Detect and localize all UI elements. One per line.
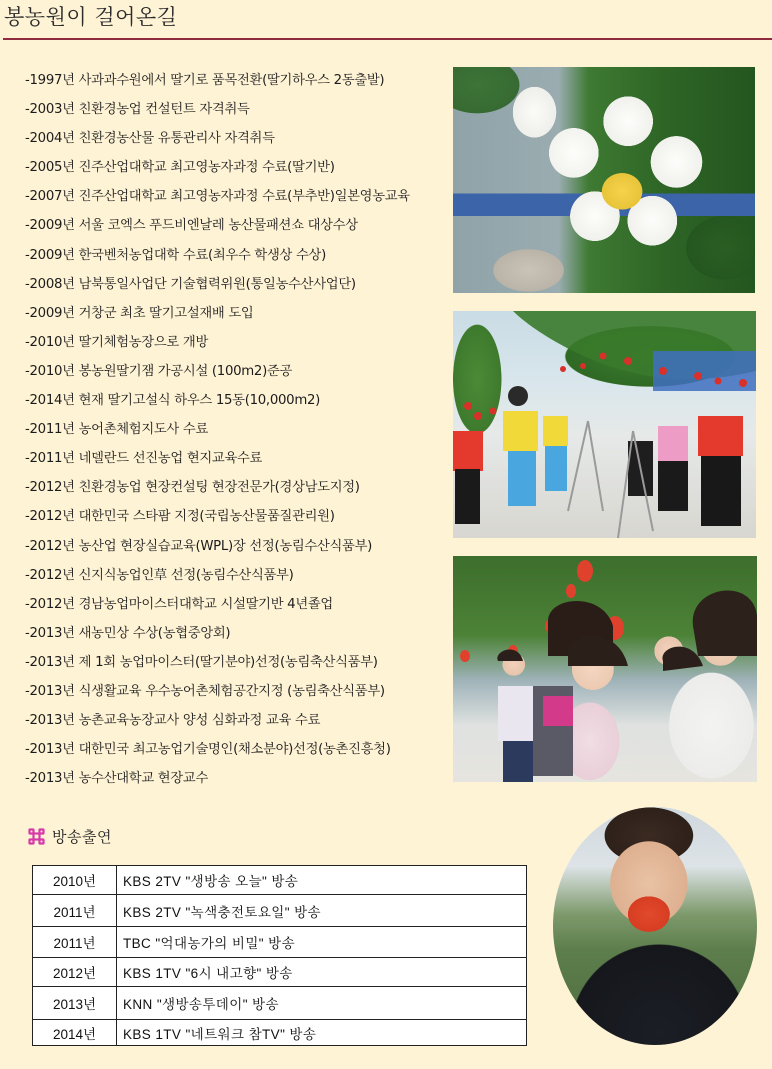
broadcast-desc: KBS 2TV "생방송 오늘" 방송 bbox=[117, 866, 527, 895]
history-item: -2009년 거창군 최초 딸기고설재배 도입 bbox=[25, 305, 254, 321]
history-item: -2012년 신지식농업인草 선정(농림수산식품부) bbox=[25, 567, 294, 583]
table-row bbox=[33, 1020, 527, 1046]
photo-children-strawberries bbox=[453, 556, 757, 782]
history-item: -2004년 친환경농산물 유통관리사 자격취득 bbox=[25, 131, 275, 147]
broadcast-year: 2010년 bbox=[33, 866, 117, 895]
broadcast-desc: KBS 1TV "6시 내고향" 방송 bbox=[117, 958, 527, 987]
history-item: -2012년 대한민국 스타팜 지정(국립농산물품질관리원) bbox=[25, 509, 335, 525]
broadcast-table bbox=[32, 865, 527, 1046]
history-item: -2013년 식생활교육 우수농어촌체험공간지정 (농림축산식품부) bbox=[25, 683, 385, 699]
history-item: -2003년 친환경농업 컨설턴트 자격취득 bbox=[25, 102, 250, 118]
children-scene bbox=[453, 556, 757, 782]
history-item: -2013년 새농민상 수상(농협중앙회) bbox=[25, 625, 231, 641]
history-list bbox=[25, 69, 450, 796]
history-item: -2013년 대한민국 최고농업기술명인(채소분야)선정(농촌진흥청) bbox=[25, 742, 391, 758]
photo-strawberry-flower bbox=[453, 67, 755, 293]
history-item: -2013년 농수산대학교 현장교수 bbox=[25, 771, 208, 787]
broadcast-year: 2011년 bbox=[33, 895, 117, 927]
history-item: -2012년 친환경농업 현장컨설팅 현장전문가(경상남도지정) bbox=[25, 480, 360, 496]
history-item: -2007년 진주산업대학교 최고영농자과정 수료(부추반)일본영농교육 bbox=[25, 189, 410, 205]
greenhouse-scene bbox=[453, 311, 756, 538]
broadcast-year: 2014년 bbox=[33, 1020, 117, 1046]
command-key-icon bbox=[28, 828, 45, 845]
history-item: -2012년 농산업 현장실습교육(WPL)장 선정(농림수산식품부) bbox=[25, 538, 373, 554]
broadcast-year: 2011년 bbox=[33, 927, 117, 958]
history-item: -2011년 네델란드 선진농업 현지교육수료 bbox=[25, 451, 263, 467]
photo-greenhouse-children bbox=[453, 311, 756, 538]
broadcast-desc: TBC "억대농가의 비밀" 방송 bbox=[117, 927, 527, 958]
table-row bbox=[33, 958, 527, 987]
photo-child-eating-strawberry bbox=[553, 807, 757, 1045]
broadcast-heading bbox=[28, 826, 112, 847]
history-item: -2009년 서울 코엑스 푸드비엔날레 농산물패션쇼 대상수상 bbox=[25, 218, 358, 234]
history-item: -2010년 봉농원딸기잼 가공시설 (100m2)준공 bbox=[25, 363, 293, 379]
history-item: -2013년 농촌교육농장교사 양성 심화과정 교육 수료 bbox=[25, 713, 321, 729]
broadcast-desc: KBS 2TV "녹색충전토요일" 방송 bbox=[117, 895, 527, 927]
table-row bbox=[33, 866, 527, 895]
title-divider bbox=[3, 38, 772, 40]
table-row bbox=[33, 927, 527, 958]
history-item: -2012년 경남농업마이스터대학교 시설딸기반 4년졸업 bbox=[25, 596, 333, 612]
history-item: -2014년 현재 딸기고설식 하우스 15동(10,000m2) bbox=[25, 393, 321, 409]
history-item: -2005년 진주산업대학교 최고영농자과정 수료(딸기반) bbox=[25, 160, 335, 176]
history-item: -2011년 농어촌체험지도사 수료 bbox=[25, 422, 208, 438]
history-item: -2010년 딸기체험농장으로 개방 bbox=[25, 334, 208, 350]
photo-foliage bbox=[453, 67, 755, 293]
table-row bbox=[33, 895, 527, 927]
history-item: -1997년 사과과수원에서 딸기로 품목전환(딸기하우스 2동출발) bbox=[25, 73, 385, 88]
broadcast-desc: KBS 1TV "네트워크 참TV" 방송 bbox=[117, 1020, 527, 1046]
history-item: -2013년 제 1회 농업마이스터(딸기분야)선정(농림축산식품부) bbox=[25, 654, 378, 670]
table-row bbox=[33, 987, 527, 1020]
broadcast-year: 2013년 bbox=[33, 987, 117, 1020]
history-item: -2008년 남북통일사업단 기술협력위원(통일농수산사업단) bbox=[25, 276, 356, 292]
broadcast-title: 방송출연 bbox=[52, 828, 112, 846]
page-title: 봉농원이 걸어온길 bbox=[4, 5, 178, 29]
broadcast-desc: KNN "생방송투데이" 방송 bbox=[117, 987, 527, 1020]
history-item: -2009년 한국벤처농업대학 수료(최우수 학생상 수상) bbox=[25, 247, 326, 263]
broadcast-year: 2012년 bbox=[33, 958, 117, 987]
